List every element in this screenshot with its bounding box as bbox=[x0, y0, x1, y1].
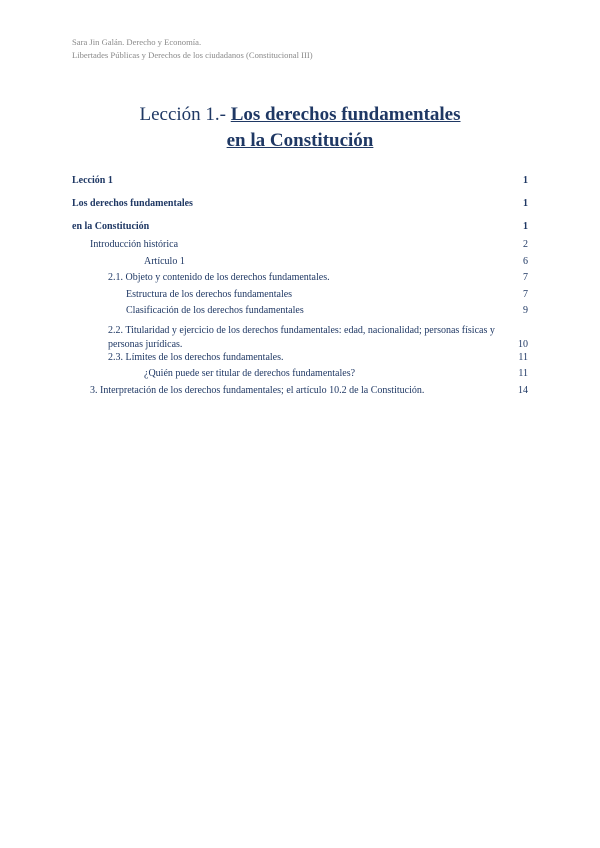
toc-entry-derechos-fundamentales[interactable] bbox=[72, 198, 528, 221]
toc-entry-label: Clasificación de los derechos fundamentales bbox=[126, 305, 304, 316]
toc-entry-page: 14 bbox=[518, 384, 528, 396]
toc-entry-label: en la Constitución bbox=[72, 221, 150, 232]
toc-entry-label: Lección 1 bbox=[72, 175, 113, 186]
toc-entry-label: Artículo 1 bbox=[144, 255, 185, 267]
toc-entry-page: 7 bbox=[523, 288, 528, 300]
toc-entry-page: 1 bbox=[523, 175, 528, 186]
toc-entry-introduccion-historica[interactable] bbox=[72, 239, 528, 256]
toc-entry-2-2-titularidad[interactable] bbox=[72, 322, 528, 352]
toc-entry-page: 11 bbox=[518, 351, 528, 363]
toc-entry-articulo-1[interactable] bbox=[72, 256, 528, 273]
toc-entry-label: Introducción histórica bbox=[90, 239, 179, 250]
toc-entry-quien-puede-ser-titular[interactable] bbox=[72, 368, 528, 385]
toc-entry-page: 11 bbox=[518, 368, 528, 379]
header-line-subject: Libertades Públicas y Derechos de los ciudadanos (Constitucional III) bbox=[72, 50, 313, 60]
table-of-contents bbox=[72, 175, 528, 400]
toc-entry-3-interpretacion[interactable] bbox=[72, 385, 528, 400]
toc-entry-page: 1 bbox=[523, 198, 528, 209]
toc-entry-page: 7 bbox=[523, 272, 528, 283]
title-line-2: en la Constitución bbox=[226, 130, 374, 151]
header-line-author: Sara Jin Galán. Derecho y Economía. bbox=[72, 37, 202, 47]
page-header bbox=[72, 36, 313, 62]
title-line-1: Los derechos fundamentales bbox=[230, 104, 461, 125]
toc-entry-page: 1 bbox=[523, 221, 528, 232]
toc-entry-label: 2.2. Titularidad y ejercicio de los derechos fundamentales: edad, nacionalidad; personas físicas y personas jurídicas. bbox=[108, 324, 495, 350]
toc-entry-label: 2.3. Límites de los derechos fundamentales. bbox=[108, 351, 284, 363]
toc-entry-constitucion[interactable] bbox=[72, 221, 528, 239]
toc-entry-page: 6 bbox=[523, 255, 528, 267]
toc-entry-label: 2.1. Objeto y contenido de los derechos fundamentales. bbox=[108, 272, 330, 283]
toc-entry-label: Estructura de los derechos fundamentales bbox=[126, 288, 293, 300]
document-title bbox=[0, 102, 600, 154]
toc-entry-page: 10 bbox=[518, 338, 528, 350]
toc-entry-page: 9 bbox=[523, 305, 528, 316]
toc-entry-2-3-limites[interactable] bbox=[72, 352, 528, 369]
toc-entry-estructura[interactable] bbox=[72, 289, 528, 306]
toc-entry-label: ¿Quién puede ser titular de derechos fundamentales? bbox=[144, 368, 356, 379]
toc-entry-leccion-1[interactable] bbox=[72, 175, 528, 198]
toc-entry-2-1-objeto[interactable] bbox=[72, 272, 528, 289]
toc-entry-label: Los derechos fundamentales bbox=[72, 198, 193, 209]
toc-entry-label: 3. Interpretación de los derechos fundamentales; el artículo 10.2 de la Constitución. bbox=[90, 384, 425, 396]
toc-entry-page: 2 bbox=[523, 239, 528, 250]
toc-entry-clasificacion[interactable] bbox=[72, 305, 528, 322]
title-prefix: Lección 1.- bbox=[139, 104, 231, 125]
